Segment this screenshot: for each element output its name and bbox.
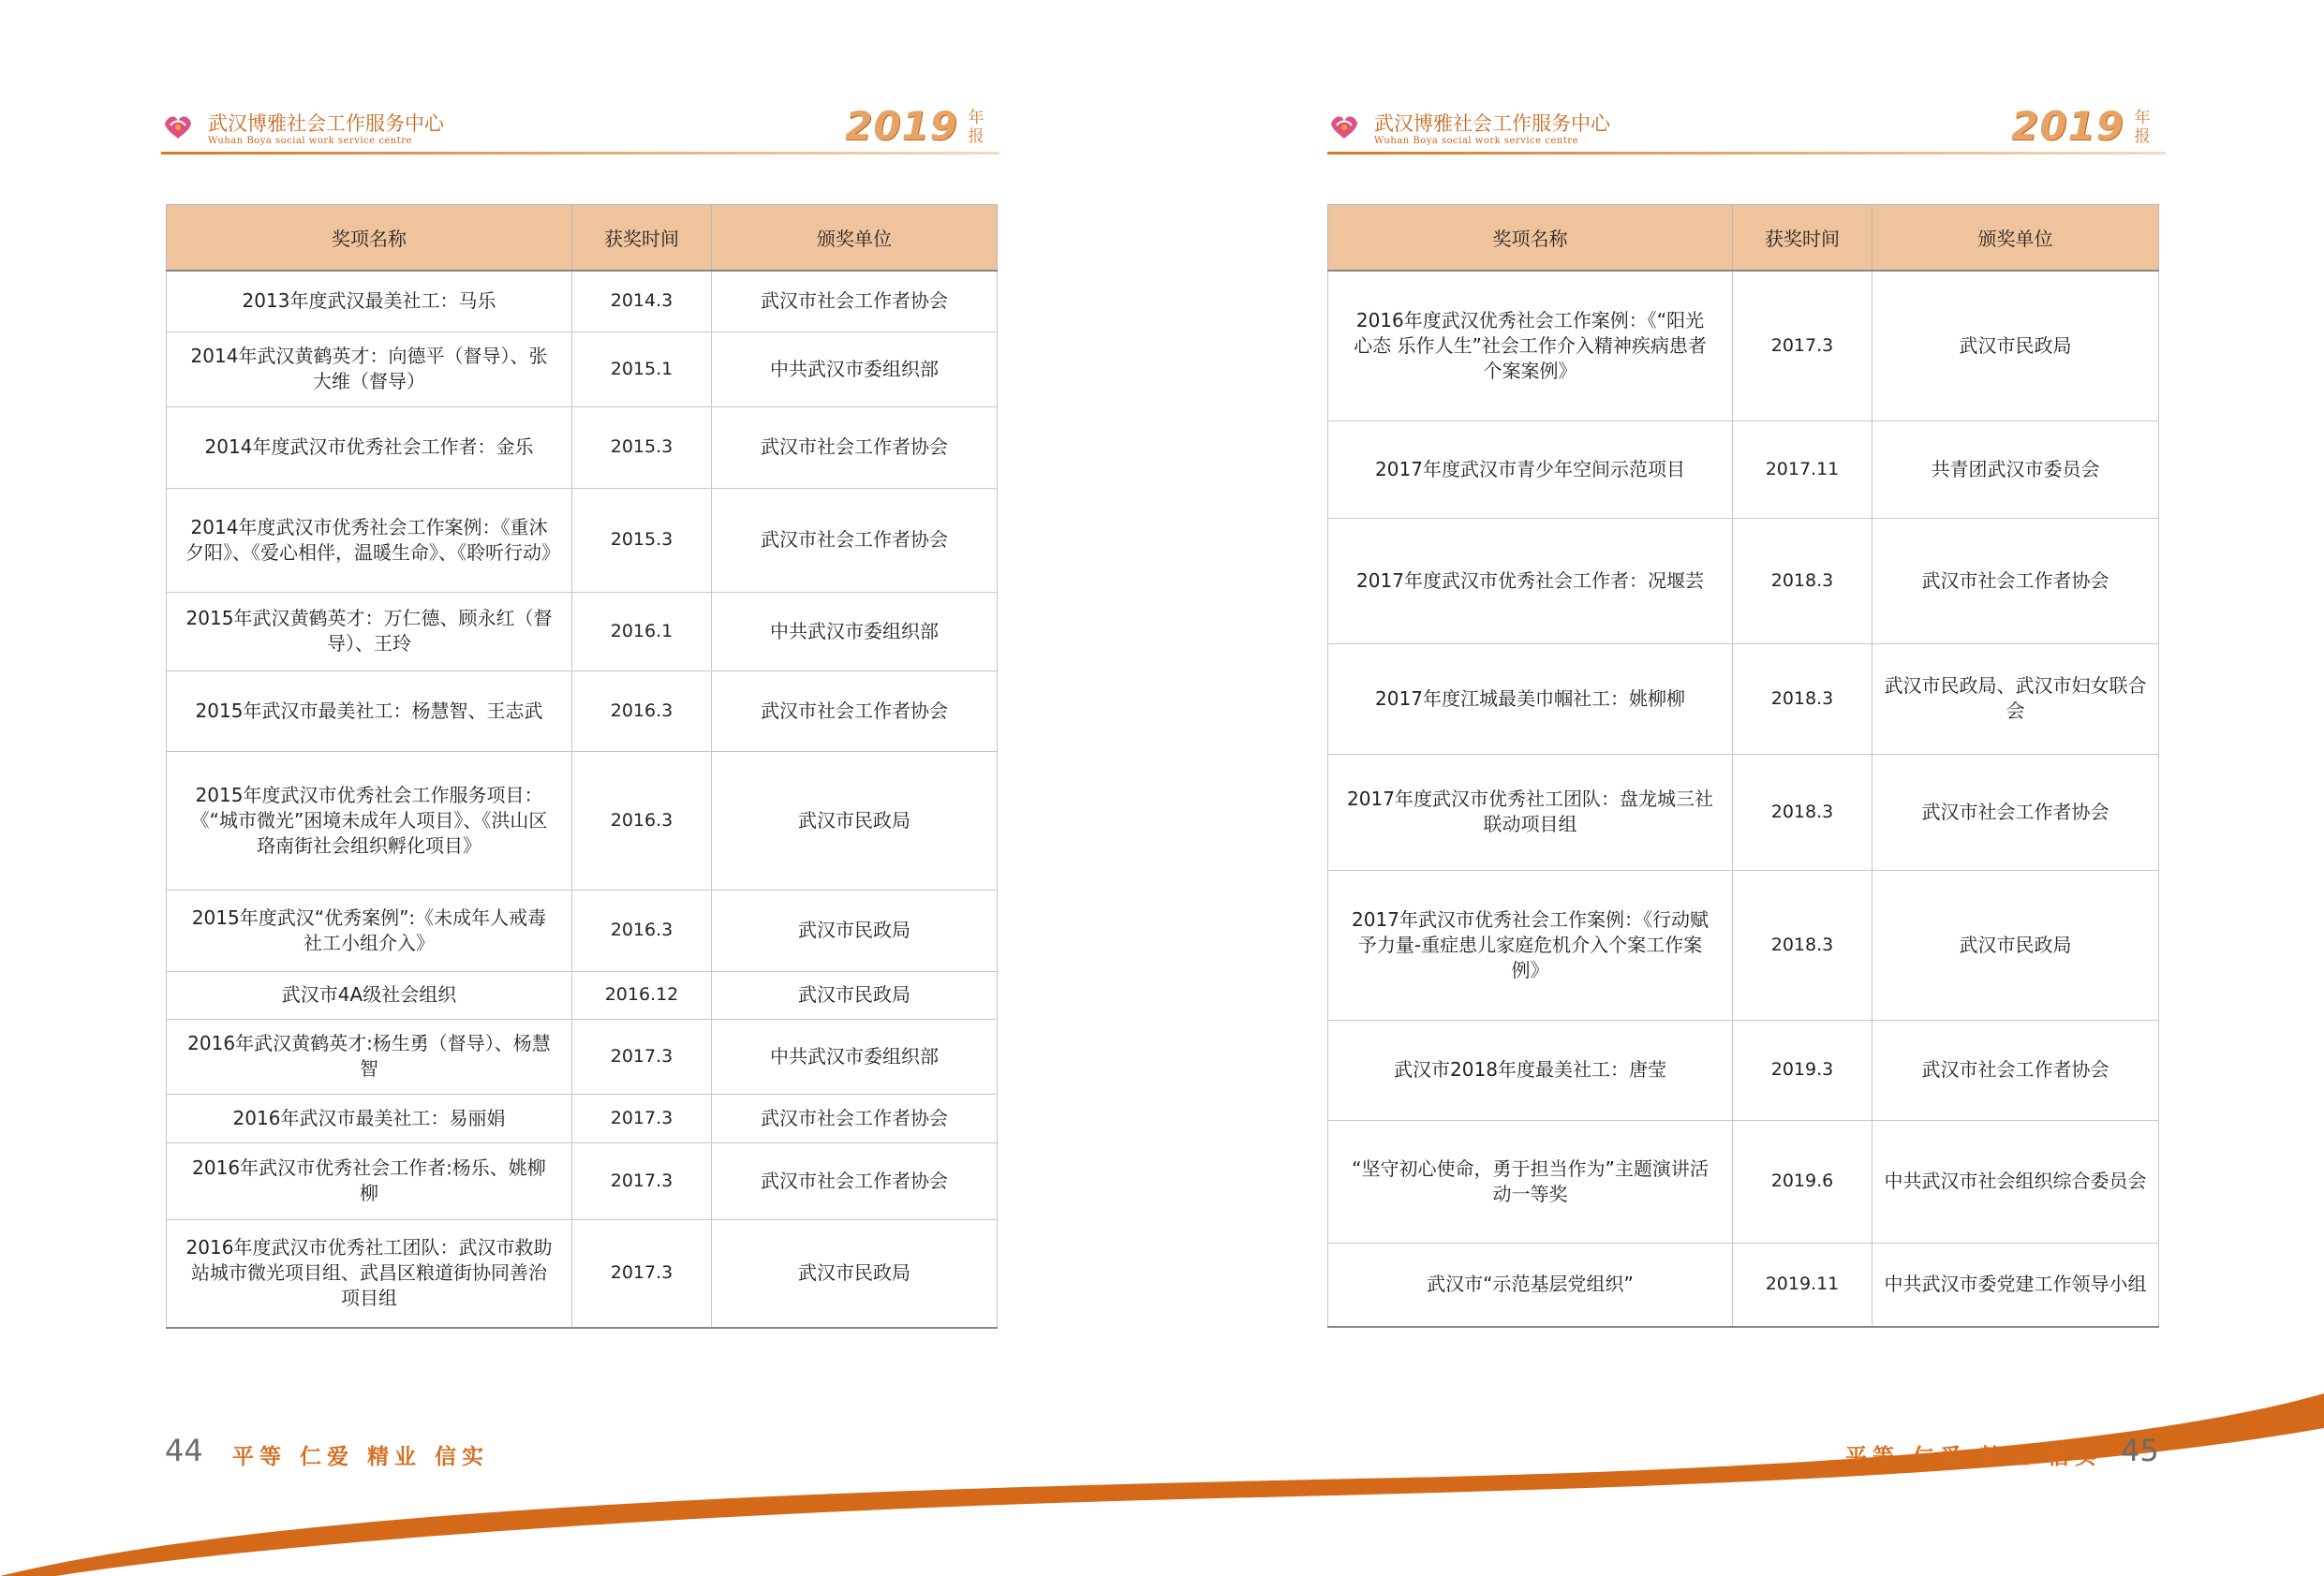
table-row [1328,870,2159,1020]
award-date: 2018.3 [1733,518,1873,643]
column-header-award-name: 奖项名称 [167,205,572,272]
award-date: 2017.3 [572,1019,712,1094]
table-row [1328,1243,2159,1327]
award-org: 武汉市民政局 [1873,870,2159,1020]
award-name: 2017年武汉市优秀社会工作案例：《行动赋予力量-重症患儿家庭危机介入个案工作案例》 [1328,870,1733,1020]
award-date: 2017.11 [1733,420,1873,518]
column-header-award-date: 获奖时间 [1733,205,1873,272]
table-row [167,406,998,488]
awards-table [166,204,998,1329]
header-divider [1327,152,2166,155]
organization-logo-icon [161,110,195,142]
right-page [1162,0,2323,1576]
organization-name: 武汉博雅社会工作服务中心 [1374,112,1610,135]
award-org: 武汉市社会工作者协会 [712,271,998,331]
award-org: 共青团武汉市委员会 [1873,420,2159,518]
award-date: 2015.3 [572,406,712,488]
table-row [167,890,998,971]
award-date: 2016.3 [572,890,712,971]
award-date: 2018.3 [1733,643,1873,754]
award-org: 武汉市社会工作者协会 [1873,754,2159,870]
award-org: 武汉市民政局 [1873,271,2159,420]
award-date: 2015.3 [572,488,712,592]
award-org: 中共武汉市委组织部 [712,592,998,670]
award-org: 中共武汉市委组织部 [712,331,998,406]
table-row [1328,271,2159,420]
award-date: 2017.3 [572,1094,712,1142]
table-row [167,670,998,751]
award-date: 2017.3 [572,1219,712,1328]
page-number: 44 [165,1433,203,1468]
award-name: 2017年度武汉市青少年空间示范项目 [1328,420,1733,518]
award-org: 中共武汉市委组织部 [712,1019,998,1094]
award-name: 2015年度武汉市优秀社会工作服务项目：《“城市微光”困境未成年人项目》、《洪山区珞南街社会组织孵化项目》 [167,751,572,890]
column-header-award-name: 奖项名称 [1328,205,1733,272]
table-row [167,971,998,1019]
award-date: 2016.12 [572,971,712,1019]
award-date: 2016.3 [572,751,712,890]
award-date: 2016.1 [572,592,712,670]
award-name: 武汉市4A级社会组织 [167,971,572,1019]
award-name: “坚守初心使命，勇于担当作为”主题演讲活动一等奖 [1328,1120,1733,1243]
award-date: 2019.11 [1733,1243,1873,1327]
award-date: 2018.3 [1733,870,1873,1020]
award-name: 2015年度武汉“优秀案例”:《未成年人戒毒社工小组介入》 [167,890,572,971]
report-year: 2019 [845,103,958,149]
organization-name-english: Wuhan Boya social work service centre [208,136,412,146]
organization-name: 武汉博雅社会工作服务中心 [208,112,444,135]
table-row [167,488,998,592]
award-date: 2018.3 [1733,754,1873,870]
award-date: 2019.3 [1733,1020,1873,1120]
footer-motto: 平等 仁爱 精业 信实 [1845,1445,2103,1469]
column-header-award-org: 颁奖单位 [712,205,998,272]
award-org: 武汉市社会工作者协会 [1873,518,2159,643]
organization-logo-icon [1327,110,1361,142]
table-row [1328,1120,2159,1243]
award-org: 武汉市民政局 [712,1219,998,1328]
award-name: 2016年度武汉优秀社会工作案例：《“阳光心态 乐作人生”社会工作介入精神疾病患者个案案例》 [1328,271,1733,420]
award-name: 2014年武汉黄鹤英才：向德平（督导）、张大维（督导） [167,331,572,406]
column-header-award-org: 颁奖单位 [1873,205,2159,272]
award-org: 武汉市社会工作者协会 [1873,1020,2159,1120]
organization-name-english: Wuhan Boya social work service centre [1374,136,1578,146]
award-org: 武汉市社会工作者协会 [712,1142,998,1219]
table-row [167,1094,998,1142]
table-row [1328,518,2159,643]
table-row [167,1219,998,1328]
table-row [167,271,998,331]
table-row [167,592,998,670]
award-org: 武汉市民政局 [712,971,998,1019]
award-name: 2016年武汉黄鹤英才:杨生勇（督导）、杨慧智 [167,1019,572,1094]
footer-motto: 平等 仁爱 精业 信实 [232,1445,490,1469]
header-divider [161,152,999,155]
award-date: 2015.1 [572,331,712,406]
award-date: 2017.3 [572,1142,712,1219]
award-name: 2016年度武汉市优秀社工团队：武汉市救助站城市微光项目组、武昌区粮道街协同善治项目组 [167,1219,572,1328]
award-org: 中共武汉市社会组织综合委员会 [1873,1120,2159,1243]
column-header-award-date: 获奖时间 [572,205,712,272]
award-org: 中共武汉市委党建工作领导小组 [1873,1243,2159,1327]
award-name: 武汉市“示范基层党组织” [1328,1243,1733,1327]
award-name: 2016年武汉市优秀社会工作者:杨乐、姚柳柳 [167,1142,572,1219]
award-org: 武汉市民政局 [712,890,998,971]
awards-table [1327,204,2159,1328]
award-name: 2017年度武汉市优秀社工团队：盘龙城三社联动项目组 [1328,754,1733,870]
award-name: 2013年度武汉最美社工：马乐 [167,271,572,331]
page-header [1327,105,2166,157]
award-org: 武汉市社会工作者协会 [712,488,998,592]
award-org: 武汉市社会工作者协会 [712,670,998,751]
award-date: 2014.3 [572,271,712,331]
table-header-row [1328,205,2159,272]
award-org: 武汉市社会工作者协会 [712,1094,998,1142]
table-row [167,331,998,406]
award-name: 2014年度武汉市优秀社会工作者：金乐 [167,406,572,488]
table-header-row [167,205,998,272]
award-name: 2015年武汉黄鹤英才：万仁德、顾永红（督导）、王玲 [167,592,572,670]
report-year-label: 年报 [2134,109,2151,146]
award-org: 武汉市社会工作者协会 [712,406,998,488]
award-name: 2014年度武汉市优秀社会工作案例：《重沐夕阳》、《爱心相伴，温暖生命》、《聆听行动》 [167,488,572,592]
award-date: 2017.3 [1733,271,1873,420]
award-date: 2016.3 [572,670,712,751]
award-name: 2016年武汉市最美社工：易丽娟 [167,1094,572,1142]
award-name: 2017年度江城最美巾帼社工：姚柳柳 [1328,643,1733,754]
award-org: 武汉市民政局 [712,751,998,890]
award-org: 武汉市民政局、武汉市妇女联合会 [1873,643,2159,754]
table-row [167,1019,998,1094]
report-year-label: 年报 [968,109,984,146]
award-name: 2015年武汉市最美社工：杨慧智、王志武 [167,670,572,751]
table-row [1328,420,2159,518]
award-name: 2017年度武汉市优秀社会工作者：况堰芸 [1328,518,1733,643]
page-header [161,105,999,157]
page-number: 45 [2121,1433,2159,1468]
table-row [167,751,998,890]
table-row [1328,643,2159,754]
table-row [167,1142,998,1219]
table-row [1328,754,2159,870]
award-date: 2019.6 [1733,1120,1873,1243]
table-row [1328,1020,2159,1120]
award-name: 武汉市2018年度最美社工：唐莹 [1328,1020,1733,1120]
report-year: 2019 [2011,103,2124,149]
